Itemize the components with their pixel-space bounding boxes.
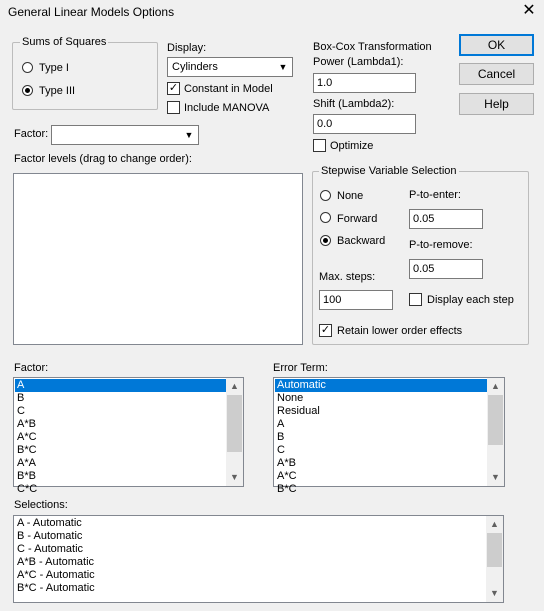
scroll-down-icon[interactable]: ▼	[230, 472, 239, 482]
boxcox-title: Box-Cox Transformation	[313, 41, 432, 53]
p-to-enter-label: P-to-enter:	[409, 189, 461, 201]
factor-list-items	[15, 379, 226, 496]
list-item[interactable]: B	[17, 392, 25, 404]
factor-list-scrollbar[interactable]	[226, 378, 243, 486]
scroll-down-icon[interactable]: ▼	[491, 472, 500, 482]
error-term-scrollbar[interactable]	[487, 378, 504, 486]
max-steps-input[interactable]: 100	[319, 290, 393, 310]
chevron-down-icon[interactable]: ▼	[278, 62, 288, 72]
factor-levels-list[interactable]	[13, 173, 303, 345]
power-input[interactable]: 1.0	[313, 73, 416, 93]
list-item[interactable]: C*C	[17, 483, 38, 495]
power-label: Power (Lambda1):	[313, 56, 404, 68]
scroll-up-icon[interactable]: ▲	[491, 381, 500, 391]
ok-button[interactable]: OK	[459, 34, 534, 56]
list-item[interactable]: B*C	[17, 444, 37, 456]
display-select[interactable]	[167, 57, 293, 77]
factor-select[interactable]	[51, 125, 199, 145]
scroll-up-icon[interactable]: ▲	[490, 519, 499, 529]
error-term-list[interactable]	[273, 377, 505, 495]
list-item[interactable]: A*A	[17, 457, 36, 469]
scroll-thumb[interactable]	[487, 533, 502, 567]
close-icon[interactable]: ✕	[522, 2, 536, 19]
list-item[interactable]: B*C - Automatic	[17, 582, 95, 594]
window-title: General Linear Models Options	[8, 5, 175, 19]
constant-in-model-checkbox[interactable]: ✓	[168, 82, 179, 94]
stepwise-forward-label: Forward	[337, 213, 378, 225]
scroll-thumb[interactable]	[227, 395, 242, 452]
display-select-value: Cylinders	[172, 61, 218, 73]
include-manova-label: Include MANOVA	[184, 102, 270, 114]
selections-items	[15, 517, 486, 595]
retain-lower-checkbox[interactable]: ✓	[320, 324, 331, 336]
list-item[interactable]: A*C	[277, 470, 297, 482]
p-to-remove-label: P-to-remove:	[409, 239, 473, 251]
display-label: Display:	[167, 42, 207, 54]
list-item[interactable]: A*C	[17, 431, 37, 443]
optimize-label: Optimize	[330, 140, 374, 152]
list-item[interactable]: A*B	[277, 457, 296, 469]
help-button[interactable]: Help	[459, 93, 534, 115]
display-each-step-label: Display each step	[427, 294, 514, 306]
sums-of-squares-title: Sums of Squares	[22, 36, 107, 48]
chevron-down-icon[interactable]: ▼	[184, 130, 194, 140]
list-item[interactable]: C	[17, 405, 25, 417]
factor-list[interactable]	[13, 377, 244, 495]
stepwise-backward-label: Backward	[337, 235, 386, 247]
list-item[interactable]: A*C - Automatic	[17, 569, 95, 581]
list-item[interactable]: Automatic	[275, 379, 487, 392]
factor-levels-label: Factor levels (drag to change order):	[14, 153, 192, 165]
sums-of-squares-group	[12, 42, 158, 110]
scroll-up-icon[interactable]: ▲	[230, 381, 239, 391]
list-item[interactable]: A	[277, 418, 285, 430]
factor-combo-label: Factor:	[14, 128, 49, 140]
error-term-label: Error Term:	[273, 362, 328, 374]
list-item[interactable]: A	[15, 379, 226, 392]
p-to-enter-input[interactable]: 0.05	[409, 209, 483, 229]
scroll-thumb[interactable]	[488, 395, 503, 445]
stepwise-forward-radio[interactable]	[320, 212, 331, 223]
cancel-button[interactable]: Cancel	[459, 63, 534, 85]
error-term-items	[275, 379, 487, 496]
stepwise-backward-radio[interactable]	[320, 235, 331, 246]
scroll-down-icon[interactable]: ▼	[490, 588, 499, 598]
type3-label: Type III	[39, 85, 76, 97]
list-item[interactable]: Residual	[277, 405, 320, 417]
stepwise-title: Stepwise Variable Selection	[321, 165, 457, 177]
list-item[interactable]: C - Automatic	[17, 543, 84, 555]
optimize-checkbox[interactable]	[313, 139, 326, 152]
type1-label: Type I	[39, 62, 69, 74]
selections-label: Selections:	[14, 499, 68, 511]
shift-label: Shift (Lambda2):	[313, 98, 395, 110]
list-item[interactable]: C	[277, 444, 285, 456]
retain-lower-label: Retain lower order effects	[337, 325, 463, 337]
max-steps-label: Max. steps:	[319, 271, 376, 283]
stepwise-none-label: None	[337, 190, 364, 202]
include-manova-checkbox[interactable]	[167, 101, 180, 114]
list-item[interactable]: B*B	[17, 470, 36, 482]
list-item[interactable]: A*B	[17, 418, 36, 430]
type3-radio[interactable]	[22, 85, 33, 96]
selections-scrollbar[interactable]	[486, 516, 503, 602]
type1-radio[interactable]	[22, 62, 33, 73]
shift-input[interactable]: 0.0	[313, 114, 416, 134]
stepwise-none-radio[interactable]	[320, 190, 331, 201]
list-item[interactable]: B - Automatic	[17, 530, 83, 542]
list-item[interactable]: A - Automatic	[17, 517, 82, 529]
list-item[interactable]: B	[277, 431, 285, 443]
list-item[interactable]: A*B - Automatic	[17, 556, 95, 568]
list-item[interactable]: B*C	[277, 483, 297, 495]
constant-in-model-label: Constant in Model	[184, 83, 273, 95]
list-item[interactable]: None	[277, 392, 304, 404]
p-to-remove-input[interactable]: 0.05	[409, 259, 483, 279]
display-each-step-checkbox[interactable]	[409, 293, 422, 306]
factor-list-label: Factor:	[14, 362, 49, 374]
selections-list[interactable]	[13, 515, 504, 603]
